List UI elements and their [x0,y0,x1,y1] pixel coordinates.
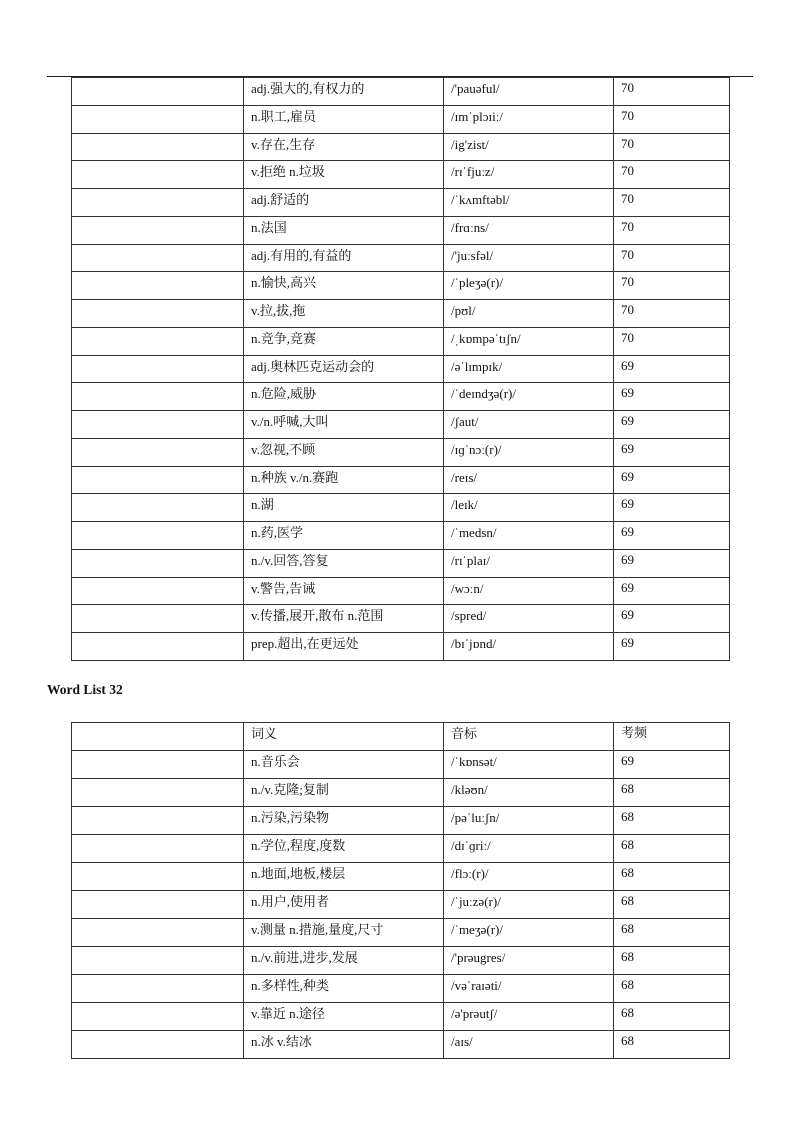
frequency-cell: 68 [614,1003,730,1031]
phonetic-cell: /vəˈraɪəti/ [444,975,614,1003]
table-row [72,522,730,550]
meaning-cell: adj.奥林匹克运动会的 [244,355,444,383]
frequency-cell: 70 [614,272,730,300]
frequency-cell: 68 [614,975,730,1003]
phonetic-cell: /'juːsfəl/ [444,244,614,272]
meaning-cell: n.种族 v./n.赛跑 [244,466,444,494]
blank-cell [72,133,244,161]
meaning-cell: v.传播,展开,散布 n.范围 [244,605,444,633]
meaning-cell: n./v.前进,进步,发展 [244,947,444,975]
phonetic-cell: /ˈmeʒə(r)/ [444,919,614,947]
blank-cell [72,522,244,550]
frequency-cell: 68 [614,891,730,919]
blank-cell [72,216,244,244]
table-row [72,891,730,919]
frequency-cell: 69 [614,438,730,466]
frequency-cell: 70 [614,78,730,106]
meaning-cell: adj.有用的,有益的 [244,244,444,272]
blank-cell [72,723,244,751]
meaning-cell: n./v.回答,答复 [244,549,444,577]
frequency-cell: 69 [614,751,730,779]
frequency-cell: 69 [614,605,730,633]
frequency-cell: 68 [614,807,730,835]
table-row [72,919,730,947]
table-row [72,327,730,355]
phonetic-cell: /ɪmˈplɔɪiː/ [444,105,614,133]
meaning-cell: n.用户,使用者 [244,891,444,919]
table-row [72,466,730,494]
frequency-cell: 70 [614,161,730,189]
meaning-cell: n.音乐会 [244,751,444,779]
table-row [72,411,730,439]
blank-cell [72,1031,244,1059]
vocabulary-table-word-list-32 [71,722,730,1059]
table-row [72,438,730,466]
blank-cell [72,466,244,494]
meaning-cell: n.职工,雇员 [244,105,444,133]
meaning-cell: adj.强大的,有权力的 [244,78,444,106]
meaning-cell: n.污染,污染物 [244,807,444,835]
frequency-cell: 68 [614,919,730,947]
table-row [72,272,730,300]
blank-cell [72,411,244,439]
frequency-cell: 69 [614,494,730,522]
blank-cell [72,300,244,328]
table-row [72,863,730,891]
meaning-cell: prep.超出,在更远处 [244,633,444,661]
blank-cell [72,919,244,947]
header-meaning: 词义 [244,723,444,751]
frequency-cell: 68 [614,779,730,807]
meaning-cell: n.学位,程度,度数 [244,835,444,863]
phonetic-cell: /bɪˈjɒnd/ [444,633,614,661]
blank-cell [72,438,244,466]
frequency-cell: 69 [614,355,730,383]
phonetic-cell: /aɪs/ [444,1031,614,1059]
frequency-cell: 69 [614,633,730,661]
phonetic-cell: /pəˈluːʃn/ [444,807,614,835]
frequency-cell: 69 [614,549,730,577]
phonetic-cell: /'prəugres/ [444,947,614,975]
phonetic-cell: /ˈdeɪndʒə(r)/ [444,383,614,411]
blank-cell [72,863,244,891]
frequency-cell: 69 [614,522,730,550]
frequency-cell: 69 [614,466,730,494]
blank-cell [72,549,244,577]
table-row [72,807,730,835]
meaning-cell: v./n.呼喊,大叫 [244,411,444,439]
table-row [72,161,730,189]
frequency-cell: 70 [614,244,730,272]
blank-cell [72,105,244,133]
table-row [72,78,730,106]
frequency-cell: 68 [614,835,730,863]
frequency-cell: 70 [614,327,730,355]
blank-cell [72,577,244,605]
header-frequency: 考频 [614,723,730,751]
phonetic-cell: /ˈkɒnsət/ [444,751,614,779]
header-phonetic: 音标 [444,723,614,751]
phonetic-cell: /dɪˈɡriː/ [444,835,614,863]
blank-cell [72,189,244,217]
blank-cell [72,272,244,300]
phonetic-cell: /ig'zist/ [444,133,614,161]
frequency-cell: 69 [614,577,730,605]
phonetic-cell: /rɪˈfjuːz/ [444,161,614,189]
blank-cell [72,161,244,189]
phonetic-cell: /frɑːns/ [444,216,614,244]
meaning-cell: n.冰 v.结冰 [244,1031,444,1059]
table-row [72,549,730,577]
table-row [72,300,730,328]
frequency-cell: 68 [614,947,730,975]
meaning-cell: n.多样性,种类 [244,975,444,1003]
phonetic-cell: /ˌkɒmpəˈtɪʃn/ [444,327,614,355]
table-header-row [72,723,730,751]
meaning-cell: n.法国 [244,216,444,244]
table-row [72,751,730,779]
meaning-cell: n./v.克隆;复制 [244,779,444,807]
table-row [72,975,730,1003]
blank-cell [72,327,244,355]
phonetic-cell: /wɔːn/ [444,577,614,605]
section-title: Word List 32 [47,682,123,697]
table-row [72,105,730,133]
phonetic-cell: /spred/ [444,605,614,633]
meaning-cell: v.警告,告诫 [244,577,444,605]
phonetic-cell: /ə'prəutʃ/ [444,1003,614,1031]
phonetic-cell: /rɪˈplaɪ/ [444,549,614,577]
frequency-cell: 68 [614,1031,730,1059]
frequency-cell: 70 [614,189,730,217]
meaning-cell: n.湖 [244,494,444,522]
blank-cell [72,779,244,807]
meaning-cell: v.存在,生存 [244,133,444,161]
table-row [72,835,730,863]
meaning-cell: v.拒绝 n.垃圾 [244,161,444,189]
blank-cell [72,605,244,633]
meaning-cell: n.地面,地板,楼层 [244,863,444,891]
meaning-cell: v.靠近 n.途径 [244,1003,444,1031]
table-row [72,189,730,217]
blank-cell [72,244,244,272]
table-row [72,577,730,605]
table-row [72,633,730,661]
phonetic-cell: /leɪk/ [444,494,614,522]
blank-cell [72,835,244,863]
frequency-cell: 69 [614,411,730,439]
meaning-cell: adj.舒适的 [244,189,444,217]
meaning-cell: v.忽视,不顾 [244,438,444,466]
blank-cell [72,891,244,919]
meaning-cell: v.测量 n.措施,量度,尺寸 [244,919,444,947]
meaning-cell: n.危险,威胁 [244,383,444,411]
phonetic-cell: /reɪs/ [444,466,614,494]
blank-cell [72,751,244,779]
phonetic-cell: /ˈkʌmftəbl/ [444,189,614,217]
frequency-cell: 70 [614,105,730,133]
frequency-cell: 68 [614,863,730,891]
phonetic-cell: /flɔː(r)/ [444,863,614,891]
meaning-cell: n.竞争,竞赛 [244,327,444,355]
frequency-cell: 69 [614,383,730,411]
blank-cell [72,78,244,106]
table-row [72,355,730,383]
blank-cell [72,947,244,975]
phonetic-cell: /'pauəful/ [444,78,614,106]
phonetic-cell: /ʃaut/ [444,411,614,439]
blank-cell [72,355,244,383]
blank-cell [72,975,244,1003]
table-row [72,779,730,807]
table-row [72,947,730,975]
phonetic-cell: /kləʊn/ [444,779,614,807]
phonetic-cell: /ˈmedsn/ [444,522,614,550]
frequency-cell: 70 [614,133,730,161]
phonetic-cell: /ˈpleʒə(r)/ [444,272,614,300]
table-row [72,494,730,522]
table-row [72,1031,730,1059]
table-row [72,216,730,244]
table-row [72,244,730,272]
blank-cell [72,633,244,661]
vocabulary-table-continued [71,77,730,661]
phonetic-cell: /pʊl/ [444,300,614,328]
meaning-cell: v.拉,拔,拖 [244,300,444,328]
phonetic-cell: /ɪɡˈnɔː(r)/ [444,438,614,466]
table-row [72,383,730,411]
phonetic-cell: /əˈlɪmpɪk/ [444,355,614,383]
table-row [72,605,730,633]
frequency-cell: 70 [614,216,730,244]
blank-cell [72,807,244,835]
phonetic-cell: /ˈjuːzə(r)/ [444,891,614,919]
blank-cell [72,383,244,411]
blank-cell [72,494,244,522]
table-row [72,133,730,161]
blank-cell [72,1003,244,1031]
meaning-cell: n.愉快,高兴 [244,272,444,300]
meaning-cell: n.药,医学 [244,522,444,550]
frequency-cell: 70 [614,300,730,328]
table-row [72,1003,730,1031]
